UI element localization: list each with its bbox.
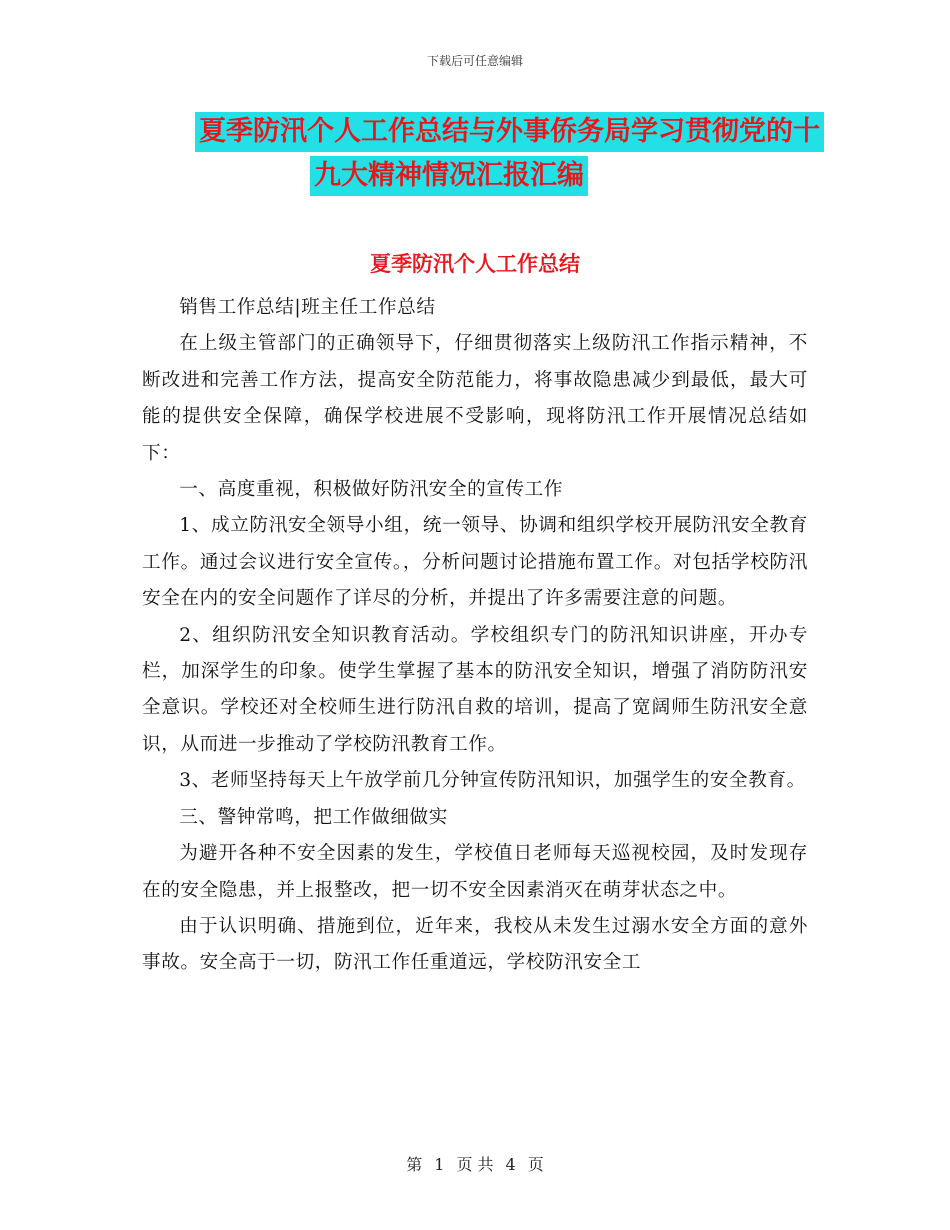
title-line-1: 夏季防汛个人工作总结与外事侨务局学习贯彻党的十 (195, 112, 824, 152)
paragraph: 在上级主管部门的正确领导下，仔细贯彻落实上级防汛工作指示精神，不断改进和完善工作方法，提高安全防范能力，将事故隐患减少到最低，最大可能的提供安全保障，确保学校进展不受影响，现将防汛工作开展情况总结如下： (142, 333, 808, 464)
paragraph: 1、成立防汛安全领导小组，统一领导、协调和组织学校开展防汛安全教育工作。通过会议进行安全宣传。，分析问题讨论措施布置工作。对包括学校防汛安全在内的安全问题作了详尽的分析，并提出了许多需要注意的问题。 (142, 515, 808, 610)
paragraph: 2、组织防汛安全知识教育活动。学校组织专门的防汛知识讲座，开办专栏，加深学生的印象。使学生掌握了基本的防汛安全知识，增强了消防防汛安全意识。学校还对全校师生进行防汛自救的培训，提高了宽阔师生防汛安全意识，从而进一步推动了学校防汛教育工作。 (142, 624, 808, 755)
section-title: 夏季防汛个人工作总结 (370, 252, 580, 276)
document-body (142, 290, 808, 982)
paragraph: 为避开各种不安全因素的发生，学校值日老师每天巡视校园，及时发现存在的安全隐患，并上报整改，把一切不安全因素消灭在萌芽状态之中。 (142, 843, 808, 901)
paragraph: 一、高度重视，积极做好防汛安全的宣传工作 (179, 479, 564, 501)
paragraph: 3、老师坚持每天上午放学前几分钟宣传防汛知识，加强学生的安全教育。 (179, 770, 806, 792)
footer-total-pages: 4 (505, 1155, 516, 1174)
footer-page-number: 1 (434, 1155, 445, 1174)
page-footer (0, 1152, 950, 1175)
paragraph: 销售工作总结|班主任工作总结 (179, 297, 436, 318)
paragraph: 由于认识明确、措施到位，近年来，我校从未发生过溺水安全方面的意外事故。安全高于一切，防汛工作任重道远，学校防汛安全工 (142, 915, 808, 974)
page-header: 下载后可任意编辑 (426, 54, 523, 68)
title-line-2: 九大精神情况汇报汇编 (310, 156, 588, 196)
paragraph: 三、警钟常鸣，把工作做细做实 (179, 806, 448, 828)
footer-suffix: 页 (527, 1155, 544, 1174)
footer-middle: 页 共 (456, 1155, 494, 1174)
footer-prefix: 第 (406, 1155, 423, 1174)
